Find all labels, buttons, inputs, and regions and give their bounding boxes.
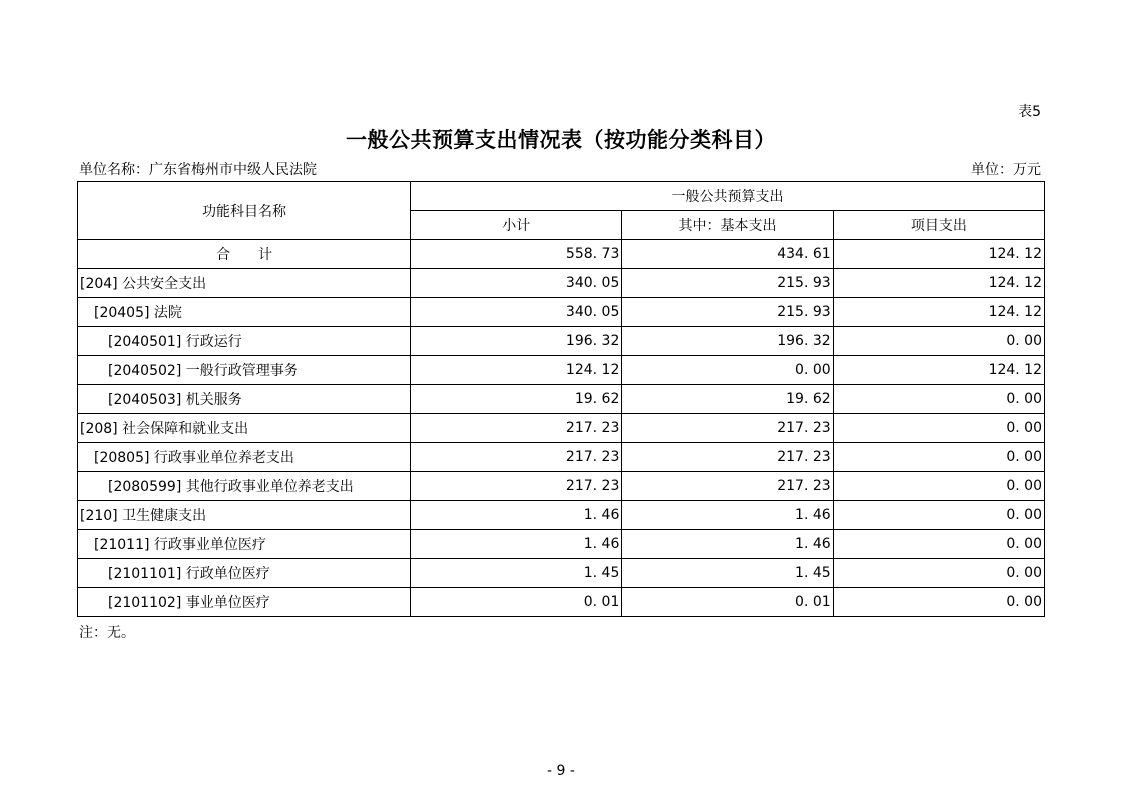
- col-header-subtotal: 小计: [411, 211, 622, 240]
- row-basic: 196. 32: [622, 327, 833, 356]
- budget-table: [77, 181, 1045, 617]
- row-name: [21011] 行政事业单位医疗: [78, 530, 411, 559]
- row-project: 0. 00: [833, 385, 1044, 414]
- row-subtotal: 217. 23: [411, 414, 622, 443]
- row-subtotal: 1. 46: [411, 501, 622, 530]
- total-project: 124. 12: [833, 240, 1044, 269]
- row-subtotal: 217. 23: [411, 472, 622, 501]
- row-basic: 217. 23: [622, 414, 833, 443]
- table-row: [78, 472, 1045, 501]
- table-row: [78, 501, 1045, 530]
- row-subtotal: 1. 45: [411, 559, 622, 588]
- row-name: [2080599] 其他行政事业单位养老支出: [78, 472, 411, 501]
- row-subtotal: 124. 12: [411, 356, 622, 385]
- row-name: [2040502] 一般行政管理事务: [78, 356, 411, 385]
- row-name: [2101102] 事业单位医疗: [78, 588, 411, 617]
- col-header-basic: 其中：基本支出: [622, 211, 833, 240]
- table-row: [78, 530, 1045, 559]
- header-row-1: [78, 182, 1045, 211]
- row-subtotal: 196. 32: [411, 327, 622, 356]
- row-name: [204] 公共安全支出: [78, 269, 411, 298]
- row-basic: 215. 93: [622, 269, 833, 298]
- row-subtotal: 217. 23: [411, 443, 622, 472]
- row-project: 0. 00: [833, 559, 1044, 588]
- table-body: [78, 240, 1045, 617]
- row-basic: 1. 46: [622, 530, 833, 559]
- table-row: [78, 414, 1045, 443]
- row-subtotal: 340. 05: [411, 298, 622, 327]
- row-name: [20805] 行政事业单位养老支出: [78, 443, 411, 472]
- total-subtotal: 558. 73: [411, 240, 622, 269]
- col-group-header: 一般公共预算支出: [411, 182, 1045, 211]
- row-project: 0. 00: [833, 327, 1044, 356]
- table-row: [78, 356, 1045, 385]
- page-number: - 9 -: [547, 763, 575, 779]
- row-basic: 0. 01: [622, 588, 833, 617]
- unit-name: 单位名称：广东省梅州市中级人民法院: [79, 162, 317, 178]
- total-basic: 434. 61: [622, 240, 833, 269]
- row-subtotal: 340. 05: [411, 269, 622, 298]
- row-basic: 217. 23: [622, 472, 833, 501]
- row-name: [2040501] 行政运行: [78, 327, 411, 356]
- table-row: [78, 588, 1045, 617]
- row-project: 0. 00: [833, 472, 1044, 501]
- row-name: [2040503] 机关服务: [78, 385, 411, 414]
- table-row: [78, 269, 1045, 298]
- table-row: [78, 327, 1045, 356]
- table-row: [78, 559, 1045, 588]
- row-name: [20405] 法院: [78, 298, 411, 327]
- row-basic: 19. 62: [622, 385, 833, 414]
- unit-label: 单位：万元: [971, 162, 1041, 178]
- row-subtotal: 19. 62: [411, 385, 622, 414]
- row-project: 0. 00: [833, 414, 1044, 443]
- row-project: 0. 00: [833, 501, 1044, 530]
- total-label: 合 计: [78, 240, 411, 269]
- row-subtotal: 1. 46: [411, 530, 622, 559]
- total-row: [78, 240, 1045, 269]
- footnote: 注：无。: [79, 625, 135, 641]
- row-project: 0. 00: [833, 443, 1044, 472]
- row-basic: 0. 00: [622, 356, 833, 385]
- table-row: [78, 443, 1045, 472]
- row-project: 0. 00: [833, 530, 1044, 559]
- row-project: 124. 12: [833, 269, 1044, 298]
- row-name: [2101101] 行政单位医疗: [78, 559, 411, 588]
- col-header-name: 功能科目名称: [78, 182, 411, 240]
- table-row: [78, 298, 1045, 327]
- row-name: [208] 社会保障和就业支出: [78, 414, 411, 443]
- col-header-project: 项目支出: [833, 211, 1044, 240]
- page-title: 一般公共预算支出情况表（按功能分类科目）: [346, 128, 776, 152]
- row-project: 0. 00: [833, 588, 1044, 617]
- table-row: [78, 385, 1045, 414]
- row-basic: 1. 46: [622, 501, 833, 530]
- row-basic: 215. 93: [622, 298, 833, 327]
- row-subtotal: 0. 01: [411, 588, 622, 617]
- row-basic: 217. 23: [622, 443, 833, 472]
- row-basic: 1. 45: [622, 559, 833, 588]
- row-project: 124. 12: [833, 298, 1044, 327]
- row-name: [210] 卫生健康支出: [78, 501, 411, 530]
- table-number: 表5: [1018, 104, 1041, 120]
- row-project: 124. 12: [833, 356, 1044, 385]
